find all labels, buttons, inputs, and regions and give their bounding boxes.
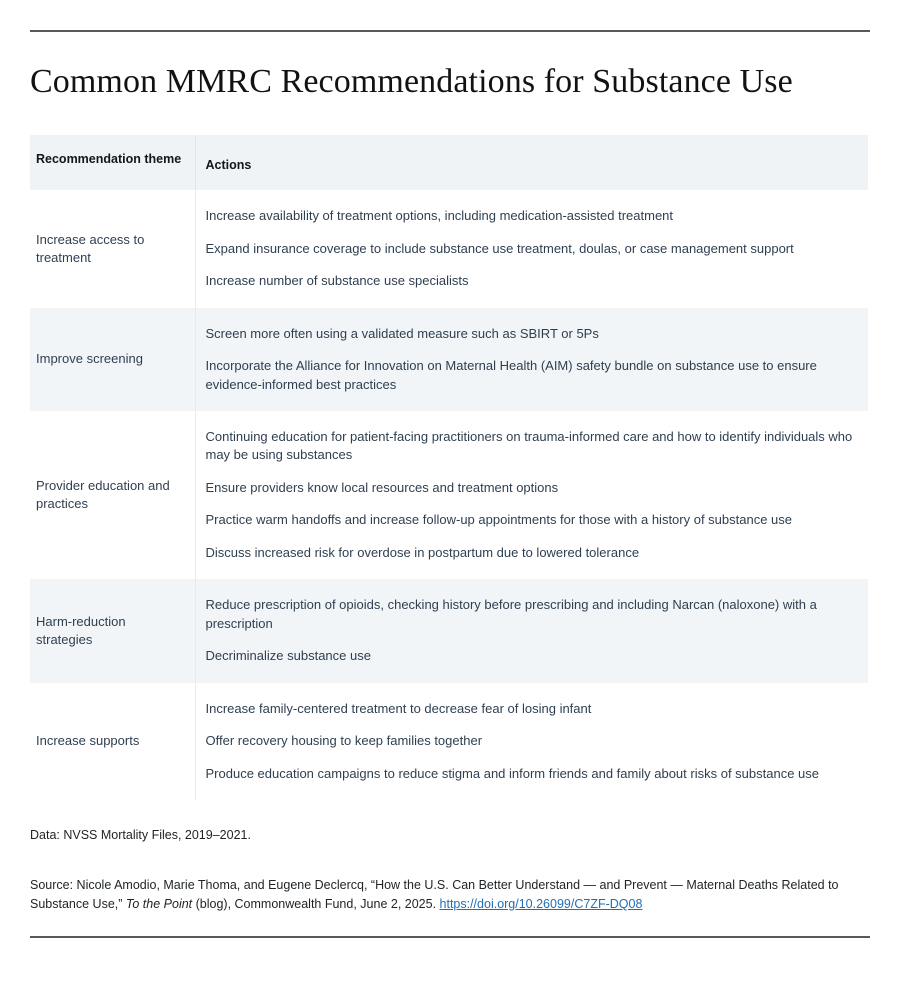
table-header xyxy=(30,135,868,190)
table-row xyxy=(30,190,868,307)
source-text-part2: (blog), Commonwealth Fund, June 2, 2025. xyxy=(192,897,440,911)
bottom-rule xyxy=(30,936,870,938)
action-item: Screen more often using a validated measure such as SBIRT or 5Ps xyxy=(205,325,599,341)
source-doi-link[interactable]: https://doi.org/10.26099/C7ZF-DQ08 xyxy=(439,897,643,911)
source-publication-title: To the Point xyxy=(125,897,193,911)
action-item: Increase family-centered treatment to decrease fear of losing infant xyxy=(205,700,592,716)
action-item: Decriminalize substance use xyxy=(205,648,371,664)
action-list xyxy=(196,190,869,307)
theme-cell: Increase supports xyxy=(30,683,195,800)
action-list xyxy=(196,683,869,800)
action-item: Produce education campaigns to reduce stigma and inform friends and family about risks of substance use xyxy=(205,765,820,781)
action-item: Discuss increased risk for overdose in postpartum due to lowered tolerance xyxy=(205,544,640,560)
top-rule xyxy=(30,30,870,32)
page-title: Common MMRC Recommendations for Substance Use xyxy=(30,63,793,100)
source-note xyxy=(30,876,860,914)
actions-cell xyxy=(195,683,868,800)
table-body xyxy=(30,190,868,800)
theme-cell: Harm-reduction strategies xyxy=(30,579,195,682)
actions-cell xyxy=(195,579,868,682)
action-list xyxy=(196,308,869,411)
table-row xyxy=(30,411,868,579)
action-item: Increase availability of treatment options, including medication-assisted treatment xyxy=(205,208,674,224)
actions-cell xyxy=(195,308,868,411)
data-note: Data: NVSS Mortality Files, 2019–2021. xyxy=(30,828,251,842)
recommendations-table xyxy=(30,135,868,800)
theme-cell: Increase access to treatment xyxy=(30,190,195,307)
theme-cell: Improve screening xyxy=(30,308,195,411)
column-header-theme: Recommendation theme xyxy=(30,135,195,190)
theme-cell: Provider education and practices xyxy=(30,411,195,579)
table-header-row xyxy=(30,135,868,190)
table-row xyxy=(30,683,868,800)
action-item: Increase number of substance use specialists xyxy=(205,273,469,289)
source-text-part1: Source: Nicole Amodio, Marie Thoma, and Eugene Declercq, “How the U.S. Can Better Understand — and Prevent — Maternal Deaths Related to Substance Use,” xyxy=(30,878,839,911)
action-list xyxy=(196,411,869,579)
action-item: Continuing education for patient-facing practitioners on trauma-informed care and how to identify individuals who may be using substances xyxy=(205,429,853,463)
action-item: Reduce prescription of opioids, checking history before prescribing and including Narcan (naloxone) with a prescription xyxy=(205,597,817,631)
action-item: Expand insurance coverage to include substance use treatment, doulas, or case management support xyxy=(205,240,794,256)
actions-cell xyxy=(195,190,868,307)
action-item: Ensure providers know local resources and treatment options xyxy=(205,479,559,495)
action-item: Offer recovery housing to keep families together xyxy=(205,733,483,749)
figure-page xyxy=(0,30,900,997)
table-row xyxy=(30,579,868,682)
action-list xyxy=(196,579,869,682)
action-item: Practice warm handoffs and increase follow-up appointments for those with a history of substance use xyxy=(205,512,793,528)
action-item: Incorporate the Alliance for Innovation on Maternal Health (AIM) safety bundle on substance use to ensure evidence-informed best practices xyxy=(205,358,817,392)
actions-cell xyxy=(195,411,868,579)
table-row xyxy=(30,308,868,411)
column-header-actions: Actions xyxy=(195,135,868,190)
